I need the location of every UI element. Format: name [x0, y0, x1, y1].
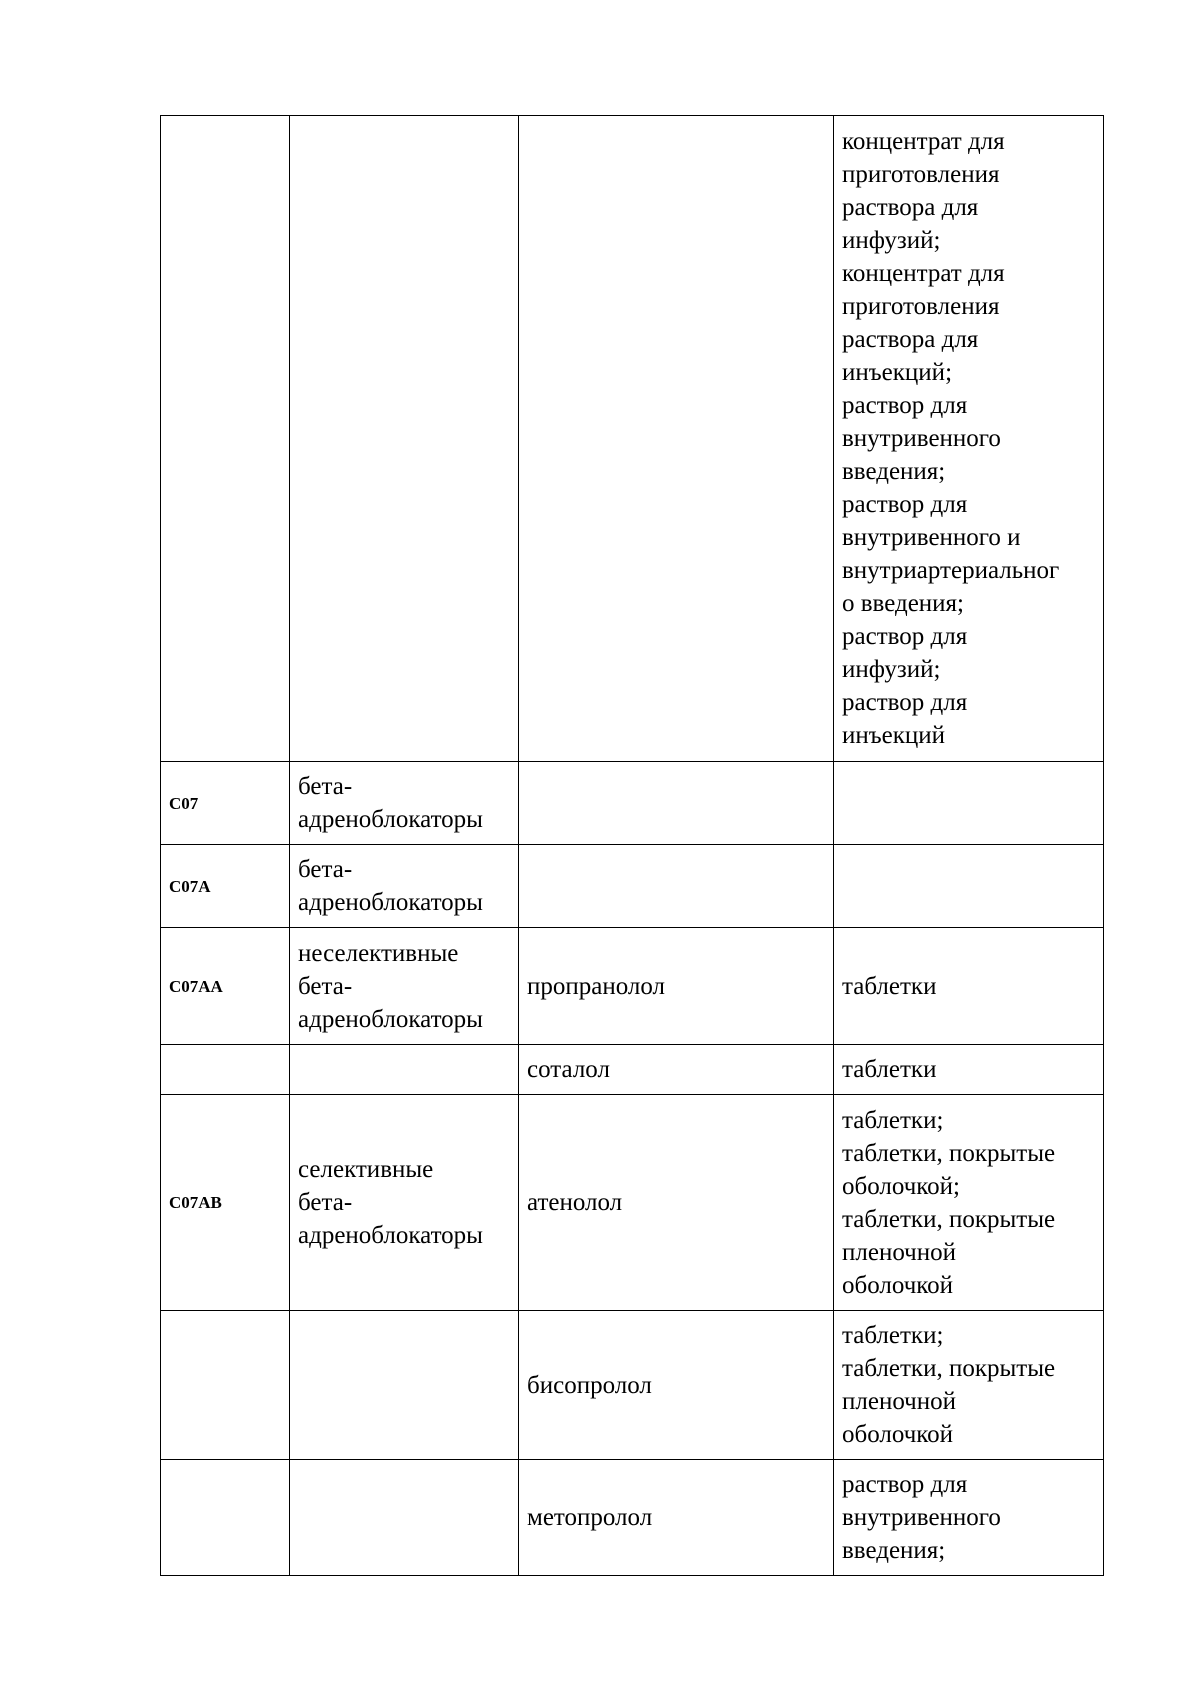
drug-classification-table	[160, 115, 1104, 1576]
atc-code-cell: C07AB	[161, 1095, 290, 1311]
drug-name-cell: метопролол	[519, 1460, 834, 1576]
group-name-cell	[290, 1460, 519, 1576]
dosage-form-cell	[834, 762, 1104, 845]
dosage-form-cell: таблетки	[834, 928, 1104, 1045]
table-row	[161, 1460, 1104, 1576]
table-row	[161, 1045, 1104, 1095]
dosage-form-cell	[834, 845, 1104, 928]
drug-name-cell: соталол	[519, 1045, 834, 1095]
drug-name-cell	[519, 845, 834, 928]
drug-name-cell	[519, 762, 834, 845]
drug-name-cell	[519, 116, 834, 762]
atc-code-cell: C07AA	[161, 928, 290, 1045]
group-name-cell: бета- адреноблокаторы	[290, 762, 519, 845]
dosage-form-cell: таблетки; таблетки, покрытые оболочкой; таблетки, покрытые пленочной оболочкой	[834, 1095, 1104, 1311]
drug-name-cell: бисопролол	[519, 1311, 834, 1460]
table-row	[161, 928, 1104, 1045]
table-row	[161, 1311, 1104, 1460]
atc-code-cell: C07	[161, 762, 290, 845]
group-name-cell: неселективные бета- адреноблокаторы	[290, 928, 519, 1045]
atc-code-cell	[161, 1045, 290, 1095]
group-name-cell: селективные бета- адреноблокаторы	[290, 1095, 519, 1311]
group-name-cell: бета- адреноблокаторы	[290, 845, 519, 928]
atc-code-cell: C07A	[161, 845, 290, 928]
group-name-cell	[290, 116, 519, 762]
dosage-form-cell: таблетки	[834, 1045, 1104, 1095]
group-name-cell	[290, 1045, 519, 1095]
table-row	[161, 1095, 1104, 1311]
atc-code-cell	[161, 116, 290, 762]
group-name-cell	[290, 1311, 519, 1460]
atc-code-cell	[161, 1311, 290, 1460]
table-row	[161, 116, 1104, 762]
drug-name-cell: атенолол	[519, 1095, 834, 1311]
atc-code-cell	[161, 1460, 290, 1576]
drug-name-cell: пропранолол	[519, 928, 834, 1045]
dosage-form-cell: таблетки; таблетки, покрытые пленочной оболочкой	[834, 1311, 1104, 1460]
dosage-form-cell: раствор для внутривенного введения;	[834, 1460, 1104, 1576]
dosage-form-cell: концентрат для приготовления раствора для инфузий; концентрат для приготовления раствора для инъекций; раствор для внутривенного введения; раствор для внутривенного и внутриартериальног о введения; раствор для инфузий; раствор для инъекций	[834, 116, 1104, 762]
table-row	[161, 845, 1104, 928]
table-row	[161, 762, 1104, 845]
